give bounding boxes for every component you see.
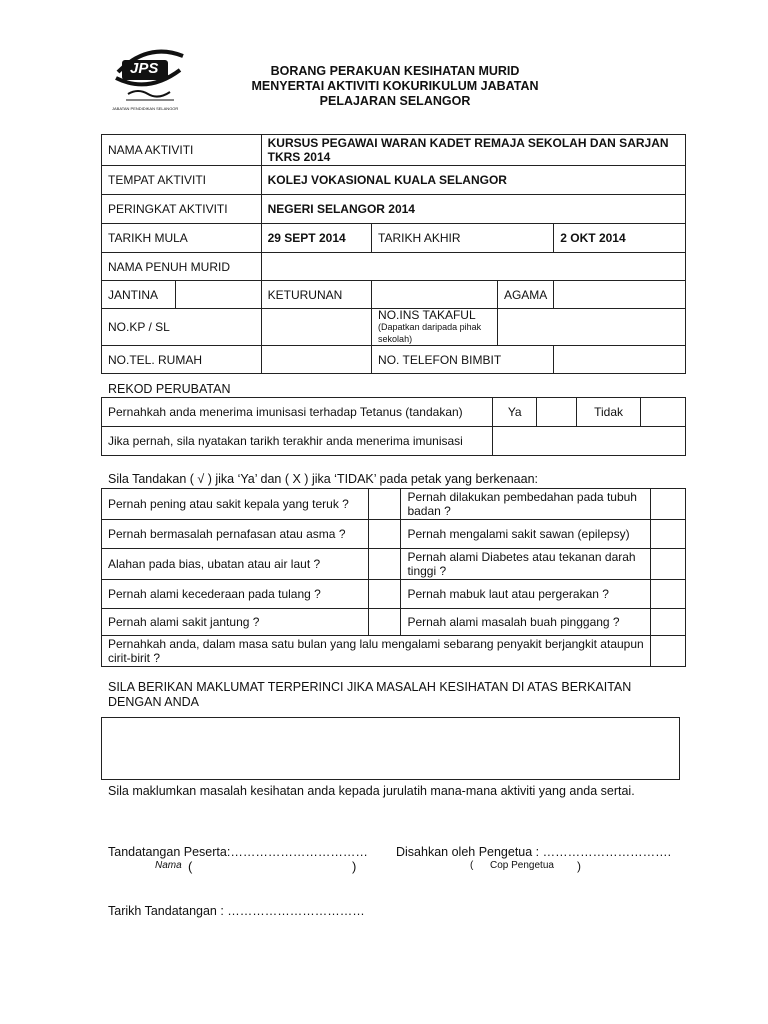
checklist-question-left: Pernah pening atau sakit kepala yang teruk ? bbox=[102, 489, 369, 520]
telefon-bimbit-label: NO. TELEFON BIMBIT bbox=[372, 346, 554, 374]
telefon-bimbit-field[interactable] bbox=[554, 346, 686, 374]
cop-open-paren: ( bbox=[470, 860, 474, 871]
cop-pengetua-label: Cop Pengetua bbox=[490, 860, 554, 871]
tarikh-imunisasi-question: Jika pernah, sila nyatakan tarikh terakhir anda menerima imunisasi bbox=[102, 427, 493, 456]
nama-penuh-field[interactable] bbox=[261, 253, 685, 281]
checklist-checkbox-right[interactable] bbox=[651, 520, 686, 549]
jps-logo bbox=[108, 42, 188, 122]
agama-field[interactable] bbox=[554, 281, 686, 309]
nama-aktiviti-label: NAMA AKTIVITI bbox=[102, 135, 262, 166]
checklist-checkbox-right[interactable] bbox=[651, 609, 686, 636]
health-checklist-table bbox=[101, 488, 686, 667]
peringkat-aktiviti-value: NEGERI SELANGOR 2014 bbox=[261, 195, 685, 224]
checklist-checkbox-right[interactable] bbox=[651, 580, 686, 609]
penyakit-berjangkit-question: Pernahkah anda, dalam masa satu bulan yang lalu mengalami sebarang penyakit berjangkit ataupun cirit-birit ? bbox=[102, 636, 651, 667]
logo-text: JPS bbox=[130, 60, 159, 77]
form-title-line3: PELAJARAN SELANGOR bbox=[319, 94, 471, 108]
immunisation-table bbox=[101, 397, 686, 456]
activity-info-table bbox=[101, 134, 686, 374]
checklist-question-right: Pernah alami Diabetes atau tekanan darah tinggi ? bbox=[401, 549, 651, 580]
checklist-checkbox-left[interactable] bbox=[368, 520, 401, 549]
checklist-question-left: Pernah bermasalah pernafasan atau asma ? bbox=[102, 520, 369, 549]
penyakit-berjangkit-checkbox[interactable] bbox=[651, 636, 686, 667]
keturunan-field[interactable] bbox=[372, 281, 498, 309]
nama-aktiviti-value: KURSUS PEGAWAI WARAN KADET REMAJA SEKOLAH DAN SARJAN TKRS 2014 bbox=[261, 135, 685, 166]
jantina-label: JANTINA bbox=[102, 281, 176, 309]
notel-rumah-label: NO.TEL. RUMAH bbox=[102, 346, 262, 374]
details-textarea[interactable] bbox=[101, 717, 680, 780]
checklist-checkbox-left[interactable] bbox=[368, 609, 401, 636]
checklist-row bbox=[102, 489, 686, 520]
tarikh-akhir-value: 2 OKT 2014 bbox=[554, 224, 686, 253]
ya-label: Ya bbox=[493, 398, 537, 427]
tarikh-mula-value: 29 SEPT 2014 bbox=[261, 224, 371, 253]
nama-close-paren: ) bbox=[352, 859, 357, 874]
rekod-perubatan-heading: REKOD PERUBATAN bbox=[108, 382, 231, 396]
notel-rumah-field[interactable] bbox=[261, 346, 371, 374]
pengetua-signature-line[interactable]: Disahkan oleh Pengetua : …………………………. bbox=[396, 845, 672, 859]
checklist-row bbox=[102, 549, 686, 580]
checklist-question-right: Pernah dilakukan pembedahan pada tubuh badan ? bbox=[401, 489, 651, 520]
peringkat-aktiviti-label: PERINGKAT AKTIVITI bbox=[102, 195, 262, 224]
nokp-label: NO.KP / SL bbox=[102, 309, 262, 346]
peserta-signature-line[interactable]: Tandatangan Peserta:…………………………… bbox=[108, 845, 368, 859]
checklist-checkbox-right[interactable] bbox=[651, 549, 686, 580]
checklist-checkbox-left[interactable] bbox=[368, 580, 401, 609]
form-title-line1: BORANG PERAKUAN KESIHATAN MURID bbox=[270, 64, 520, 78]
tidak-label: Tidak bbox=[577, 398, 641, 427]
checklist-row bbox=[102, 609, 686, 636]
takaful-field[interactable] bbox=[497, 309, 685, 346]
checklist-row bbox=[102, 520, 686, 549]
tempat-aktiviti-label: TEMPAT AKTIVITI bbox=[102, 166, 262, 195]
takaful-label: NO.INS TAKAFUL bbox=[378, 308, 476, 322]
details-heading: SILA BERIKAN MAKLUMAT TERPERINCI JIKA MASALAH KESIHATAN DI ATAS BERKAITAN DENGAN ANDA bbox=[108, 680, 632, 709]
cop-close-paren: ) bbox=[577, 859, 581, 873]
checklist-question-right: Pernah mengalami sakit sawan (epilepsy) bbox=[401, 520, 651, 549]
checklist-checkbox-left[interactable] bbox=[368, 549, 401, 580]
jantina-field[interactable] bbox=[176, 281, 261, 309]
checklist-question-left: Pernah alami sakit jantung ? bbox=[102, 609, 369, 636]
tarikh-imunisasi-field[interactable] bbox=[493, 427, 686, 456]
logo-caption: JABATAN PENDIDIKAN SELANGOR bbox=[112, 106, 179, 111]
checklist-question-right: Pernah mabuk laut atau pergerakan ? bbox=[401, 580, 651, 609]
tarikh-mula-label: TARIKH MULA bbox=[102, 224, 262, 253]
tidak-checkbox[interactable] bbox=[641, 398, 686, 427]
nama-penuh-label: NAMA PENUH MURID bbox=[102, 253, 262, 281]
checklist-instruction: Sila Tandakan ( √ ) jika ‘Ya’ dan ( X ) jika ‘TIDAK’ pada petak yang berkenaan: bbox=[108, 472, 539, 486]
checklist-question-right: Pernah alami masalah buah pinggang ? bbox=[401, 609, 651, 636]
keturunan-label: KETURUNAN bbox=[261, 281, 371, 309]
nokp-field[interactable] bbox=[261, 309, 371, 346]
takaful-note: (Dapatkan daripada pihak sekolah) bbox=[378, 322, 482, 344]
ya-checkbox[interactable] bbox=[537, 398, 577, 427]
details-note: Sila maklumkan masalah kesihatan anda kepada jurulatih mana-mana aktiviti yang anda sertai. bbox=[108, 784, 635, 798]
tempat-aktiviti-value: KOLEJ VOKASIONAL KUALA SELANGOR bbox=[261, 166, 685, 195]
checklist-checkbox-right[interactable] bbox=[651, 489, 686, 520]
tarikh-tandatangan-line[interactable]: Tarikh Tandatangan : …………………………… bbox=[108, 904, 365, 918]
nama-open-paren: ( bbox=[188, 859, 193, 874]
form-title-line2: MENYERTAI AKTIVITI KOKURIKULUM JABATAN bbox=[251, 79, 539, 93]
tarikh-akhir-label: TARIKH AKHIR bbox=[372, 224, 554, 253]
agama-label: AGAMA bbox=[497, 281, 553, 309]
checklist-checkbox-left[interactable] bbox=[368, 489, 401, 520]
checklist-question-left: Alahan pada bias, ubatan atau air laut ? bbox=[102, 549, 369, 580]
checklist-row bbox=[102, 580, 686, 609]
tetanus-question: Pernahkah anda menerima imunisasi terhadap Tetanus (tandakan) bbox=[102, 398, 493, 427]
checklist-question-left: Pernah alami kecederaan pada tulang ? bbox=[102, 580, 369, 609]
checklist-row bbox=[102, 636, 686, 667]
takaful-cell bbox=[372, 309, 498, 346]
nama-label: Nama bbox=[155, 860, 182, 871]
